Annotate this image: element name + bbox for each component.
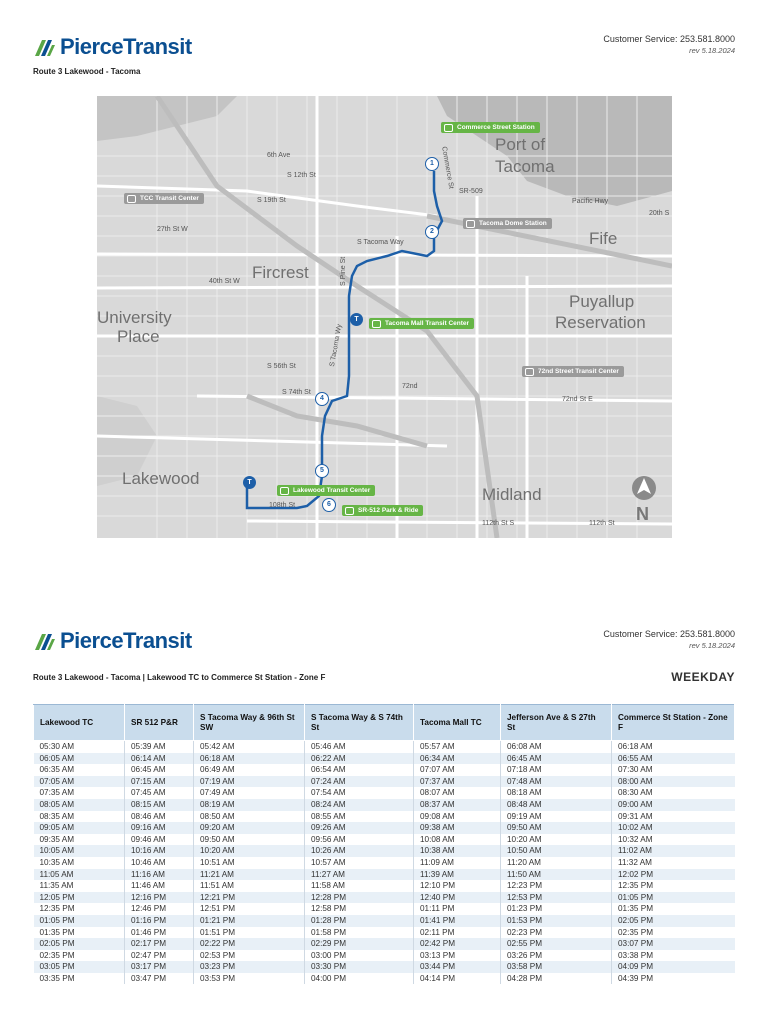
table-cell: 10:51 AM — [194, 857, 305, 869]
table-cell: 04:14 PM — [414, 973, 501, 985]
table-cell: 09:35 AM — [39, 834, 75, 844]
table-row — [34, 961, 735, 973]
table-cell: 06:45 AM — [501, 753, 612, 765]
table-cell: 11:02 AM — [612, 845, 735, 857]
table-cell: 12:28 PM — [305, 892, 414, 904]
table-row — [34, 845, 735, 857]
table-cell: 07:45 AM — [125, 787, 194, 799]
street-commerce: Commerce St — [440, 146, 455, 190]
table-cell: 06:34 AM — [414, 753, 501, 765]
table-cell: 03:07 PM — [612, 938, 735, 950]
table-row — [34, 834, 735, 846]
area-fife: Fife — [589, 229, 618, 248]
table-cell: 09:19 AM — [501, 811, 612, 823]
table-cell: 07:49 AM — [194, 787, 305, 799]
table-cell: 10:08 AM — [414, 834, 501, 846]
table-cell: 12:16 PM — [125, 892, 194, 904]
table-cell: 03:38 PM — [612, 950, 735, 962]
station-72nd-street: 72nd Street Transit Center — [522, 366, 624, 377]
table-cell: 02:42 PM — [414, 938, 501, 950]
table-cell: 07:24 AM — [305, 776, 414, 788]
table-cell: 09:20 AM — [194, 822, 305, 834]
table-cell: 08:19 AM — [194, 799, 305, 811]
area-lakewood: Lakewood — [122, 469, 200, 488]
day-type-label: WEEKDAY — [671, 670, 735, 684]
table-cell: 09:00 AM — [612, 799, 735, 811]
table-cell: 12:02 PM — [612, 869, 735, 881]
table-cell: 02:35 PM — [612, 927, 735, 939]
table-row — [34, 880, 735, 892]
column-header: Commerce St Station - Zone F — [612, 705, 735, 741]
table-cell: 09:46 AM — [125, 834, 194, 846]
table-cell: 02:05 PM — [34, 938, 125, 950]
column-header: SR 512 P&R — [125, 705, 194, 741]
table-cell: 11:39 AM — [414, 869, 501, 881]
table-cell: 11:58 AM — [305, 880, 414, 892]
table-cell: 01:05 PM — [612, 892, 735, 904]
schedule-table — [33, 704, 735, 984]
area-port-of: Port of — [495, 135, 546, 154]
table-cell: 02:22 PM — [194, 938, 305, 950]
table-cell: 10:26 AM — [305, 845, 414, 857]
street-s-tacoma-way: S Tacoma Way — [357, 239, 404, 246]
table-cell: 08:05 AM — [34, 799, 125, 811]
table-cell: 12:40 PM — [414, 892, 501, 904]
street-s-12th: S 12th St — [287, 172, 316, 179]
table-cell: 03:26 PM — [501, 950, 612, 962]
table-cell: 07:15 AM — [125, 776, 194, 788]
bus-icon — [280, 487, 289, 495]
area-reservation: Reservation — [555, 313, 646, 332]
table-row — [34, 915, 735, 927]
stop-marker-6: 6 — [322, 498, 336, 512]
table-cell: 11:27 AM — [305, 869, 414, 881]
table-cell: 07:19 AM — [194, 776, 305, 788]
transit-center-marker-tacoma-mall: T — [350, 313, 363, 326]
table-cell: 08:55 AM — [305, 811, 414, 823]
table-cell: 06:14 AM — [125, 753, 194, 765]
table-cell: 03:00 PM — [305, 950, 414, 962]
station-tacoma-mall: Tacoma Mall Transit Center — [369, 318, 474, 329]
table-cell: 01:21 PM — [194, 915, 305, 927]
table-cell: 09:50 AM — [194, 834, 305, 846]
table-cell: 03:44 PM — [414, 961, 501, 973]
table-cell: 10:50 AM — [501, 845, 612, 857]
schedule-subtitle: Route 3 Lakewood - Tacoma | Lakewood TC to Commerce St Station - Zone F — [33, 673, 326, 682]
table-cell: 02:55 PM — [501, 938, 612, 950]
table-cell: 05:30 AM — [39, 742, 75, 751]
table-cell: 03:47 PM — [125, 973, 194, 985]
table-cell: 02:23 PM — [501, 927, 612, 939]
table-cell: 06:35 AM — [39, 765, 75, 775]
street-20th: 20th S — [649, 210, 670, 217]
table-cell: 06:22 AM — [305, 753, 414, 765]
station-lakewood: Lakewood Transit Center — [277, 485, 375, 496]
table-cell: 06:05 AM — [34, 753, 125, 765]
table-cell: 11:21 AM — [194, 869, 305, 881]
table-cell: 10:57 AM — [305, 857, 414, 869]
page-2 — [0, 600, 768, 1024]
logo-text: PierceTransit — [60, 628, 192, 653]
table-cell: 05:39 AM — [125, 741, 194, 753]
table-row — [34, 892, 735, 904]
customer-service-block — [603, 629, 735, 651]
table-row — [34, 811, 735, 823]
table-cell: 06:54 AM — [305, 764, 414, 776]
route-title: Route 3 Lakewood - Tacoma — [33, 67, 141, 76]
table-cell: 12:21 PM — [194, 892, 305, 904]
table-cell: 01:41 PM — [414, 915, 501, 927]
street-s-pine: S Pine St — [340, 256, 347, 286]
table-cell: 07:48 AM — [501, 776, 612, 788]
column-header: Tacoma Mall TC — [414, 705, 501, 741]
table-row — [34, 822, 735, 834]
table-cell: 08:07 AM — [414, 787, 501, 799]
column-header: Lakewood TC — [34, 705, 125, 741]
table-cell: 03:30 PM — [305, 961, 414, 973]
table-cell: 08:24 AM — [305, 799, 414, 811]
table-row — [34, 764, 735, 776]
street-72nd: 72nd — [402, 383, 418, 390]
table-row — [34, 787, 735, 799]
customer-service-phone: Customer Service: 253.581.8000 — [603, 34, 735, 44]
table-cell: 08:35 AM — [39, 811, 75, 821]
table-cell: 07:54 AM — [305, 787, 414, 799]
table-cell: 09:38 AM — [414, 822, 501, 834]
table-row — [34, 950, 735, 962]
table-cell: 10:46 AM — [125, 857, 194, 869]
area-puyallup: Puyallup — [569, 292, 635, 311]
table-cell: 08:30 AM — [612, 787, 735, 799]
bus-icon — [127, 195, 136, 203]
transit-center-marker-lakewood: T — [243, 476, 256, 489]
table-cell: 05:42 AM — [194, 741, 305, 753]
customer-service-block — [603, 34, 735, 56]
table-cell: 03:17 PM — [125, 961, 194, 973]
table-cell: 09:08 AM — [414, 811, 501, 823]
table-cell: 09:26 AM — [305, 822, 414, 834]
table-row — [34, 938, 735, 950]
table-cell: 03:13 PM — [414, 950, 501, 962]
table-cell: 09:31 AM — [612, 811, 735, 823]
table-cell: 10:35 AM — [39, 857, 75, 867]
schedule-header-row — [34, 705, 735, 741]
table-cell: 06:08 AM — [501, 741, 612, 753]
table-row — [34, 741, 735, 753]
table-cell: 11:05 AM — [34, 869, 125, 881]
table-cell: 12:35 PM — [612, 880, 735, 892]
bus-icon — [525, 368, 534, 376]
table-cell: 02:17 PM — [125, 938, 194, 950]
table-cell: 09:56 AM — [305, 834, 414, 846]
table-row — [34, 869, 735, 881]
table-cell: 01:05 PM — [34, 915, 125, 927]
street-s-tacoma-wy: S Tacoma Wy — [329, 323, 344, 368]
logo-text: PierceTransit — [60, 34, 192, 59]
stop-marker-4: 4 — [315, 392, 329, 406]
table-cell: 08:50 AM — [194, 811, 305, 823]
table-cell: 03:05 PM — [34, 961, 125, 973]
table-cell: 06:45 AM — [125, 764, 194, 776]
table-cell: 11:51 AM — [194, 880, 305, 892]
pierce-transit-logo — [33, 628, 192, 654]
table-cell: 11:32 AM — [612, 857, 735, 869]
schedule-body — [34, 741, 735, 985]
table-cell: 08:37 AM — [414, 799, 501, 811]
table-cell: 11:35 AM — [39, 881, 74, 891]
station-tcc: TCC Transit Center — [124, 193, 204, 204]
table-cell: 03:58 PM — [501, 961, 612, 973]
table-cell: 09:05 AM — [34, 822, 125, 834]
north-label: N — [636, 504, 649, 524]
table-cell: 07:37 AM — [414, 776, 501, 788]
table-cell: 06:18 AM — [612, 741, 735, 753]
bus-icon — [444, 124, 453, 132]
table-cell: 11:50 AM — [501, 869, 612, 881]
table-cell: 08:46 AM — [125, 811, 194, 823]
street-27th: 27th St W — [157, 226, 188, 233]
table-cell: 08:00 AM — [612, 776, 735, 788]
area-place: Place — [117, 327, 160, 346]
table-cell: 09:50 AM — [501, 822, 612, 834]
table-cell: 01:16 PM — [125, 915, 194, 927]
table-cell: 12:46 PM — [125, 903, 194, 915]
table-cell: 06:55 AM — [612, 753, 735, 765]
pierce-transit-logo-icon — [33, 36, 57, 58]
pierce-transit-logo-icon — [33, 630, 57, 652]
table-cell: 02:05 PM — [612, 915, 735, 927]
pierce-transit-logo — [33, 34, 192, 60]
north-arrow-icon — [632, 476, 656, 500]
table-row — [34, 927, 735, 939]
stop-marker-1: 1 — [425, 157, 439, 171]
area-university: University — [97, 308, 172, 327]
station-commerce-street: Commerce Street Station — [441, 122, 540, 133]
table-cell: 07:05 AM — [34, 776, 125, 788]
station-tacoma-dome: Tacoma Dome Station — [463, 218, 552, 229]
table-cell: 10:02 AM — [612, 822, 735, 834]
table-cell: 06:18 AM — [194, 753, 305, 765]
area-fircrest: Fircrest — [252, 263, 309, 282]
table-cell: 12:53 PM — [501, 892, 612, 904]
table-cell: 04:39 PM — [612, 973, 735, 985]
street-112th: 112th St — [589, 520, 615, 527]
street-sr-509: SR-509 — [459, 188, 483, 195]
table-cell: 02:11 PM — [414, 927, 501, 939]
street-pacific-hwy: Pacific Hwy — [572, 198, 609, 205]
table-cell: 01:51 PM — [194, 927, 305, 939]
table-cell: 07:35 AM — [39, 788, 75, 798]
table-row — [34, 776, 735, 788]
table-cell: 10:16 AM — [125, 845, 194, 857]
area-tacoma: Tacoma — [495, 157, 555, 176]
station-sr-512: SR-512 Park & Ride — [342, 505, 423, 516]
table-cell: 05:46 AM — [305, 741, 414, 753]
column-header: S Tacoma Way & 96th St SW — [194, 705, 305, 741]
table-cell: 12:23 PM — [501, 880, 612, 892]
bus-icon — [372, 320, 381, 328]
table-cell: 04:09 PM — [612, 961, 735, 973]
table-cell: 07:30 AM — [612, 764, 735, 776]
table-cell: 10:32 AM — [612, 834, 735, 846]
table-cell: 04:00 PM — [305, 973, 414, 985]
table-cell: 11:20 AM — [501, 857, 612, 869]
table-cell: 03:53 PM — [194, 973, 305, 985]
table-cell: 01:28 PM — [305, 915, 414, 927]
column-header: S Tacoma Way & S 74th St — [305, 705, 414, 741]
table-row — [34, 753, 735, 765]
street-6th-ave: 6th Ave — [267, 152, 291, 159]
street-40th: 40th St W — [209, 278, 240, 285]
table-cell: 11:09 AM — [414, 857, 501, 869]
street-112th-s: 112th St S — [482, 520, 515, 527]
bus-icon — [466, 220, 475, 228]
stop-marker-5: 5 — [315, 464, 329, 478]
street-s-74th: S 74th St — [282, 389, 311, 396]
table-cell: 05:57 AM — [414, 741, 501, 753]
revision-date: rev 5.18.2024 — [689, 641, 735, 650]
customer-service-phone: Customer Service: 253.581.8000 — [603, 629, 735, 639]
table-cell: 02:35 PM — [39, 950, 75, 960]
table-cell: 04:28 PM — [501, 973, 612, 985]
table-cell: 02:53 PM — [194, 950, 305, 962]
table-cell: 01:35 PM — [612, 903, 735, 915]
bus-icon — [345, 507, 354, 515]
table-cell: 01:46 PM — [125, 927, 194, 939]
area-midland: Midland — [482, 485, 542, 504]
route-map — [97, 96, 672, 538]
table-cell: 12:58 PM — [305, 903, 414, 915]
table-cell: 03:35 PM — [39, 973, 75, 983]
table-cell: 08:18 AM — [501, 787, 612, 799]
column-header: Jefferson Ave & S 27th St — [501, 705, 612, 741]
table-row — [34, 857, 735, 869]
table-cell: 10:38 AM — [414, 845, 501, 857]
table-cell: 07:18 AM — [501, 764, 612, 776]
table-cell: 11:16 AM — [125, 869, 194, 881]
table-cell: 02:47 PM — [125, 950, 194, 962]
table-row — [34, 903, 735, 915]
table-cell: 10:05 AM — [34, 845, 125, 857]
table-cell: 01:53 PM — [501, 915, 612, 927]
table-cell: 11:46 AM — [125, 880, 194, 892]
table-cell: 01:58 PM — [305, 927, 414, 939]
table-cell: 07:07 AM — [414, 764, 501, 776]
table-row — [34, 973, 735, 985]
street-72nd-e: 72nd St E — [562, 396, 593, 403]
table-cell: 08:15 AM — [125, 799, 194, 811]
table-cell: 09:16 AM — [125, 822, 194, 834]
table-cell: 02:29 PM — [305, 938, 414, 950]
table-cell: 10:20 AM — [501, 834, 612, 846]
table-cell: 12:10 PM — [414, 880, 501, 892]
table-cell: 01:35 PM — [39, 927, 75, 937]
stop-marker-2: 2 — [425, 225, 439, 239]
table-cell: 03:23 PM — [194, 961, 305, 973]
street-s-19th: S 19th St — [257, 197, 286, 204]
table-cell: 10:20 AM — [194, 845, 305, 857]
table-cell: 01:23 PM — [501, 903, 612, 915]
street-s-56th: S 56th St — [267, 363, 296, 370]
table-cell: 06:49 AM — [194, 764, 305, 776]
table-cell: 08:48 AM — [501, 799, 612, 811]
table-cell: 12:51 PM — [194, 903, 305, 915]
table-row — [34, 799, 735, 811]
street-108th: 108th St — [269, 502, 296, 509]
revision-date: rev 5.18.2024 — [689, 46, 735, 55]
table-cell: 01:11 PM — [414, 903, 501, 915]
table-cell: 12:05 PM — [34, 892, 125, 904]
table-cell: 12:35 PM — [39, 904, 75, 914]
